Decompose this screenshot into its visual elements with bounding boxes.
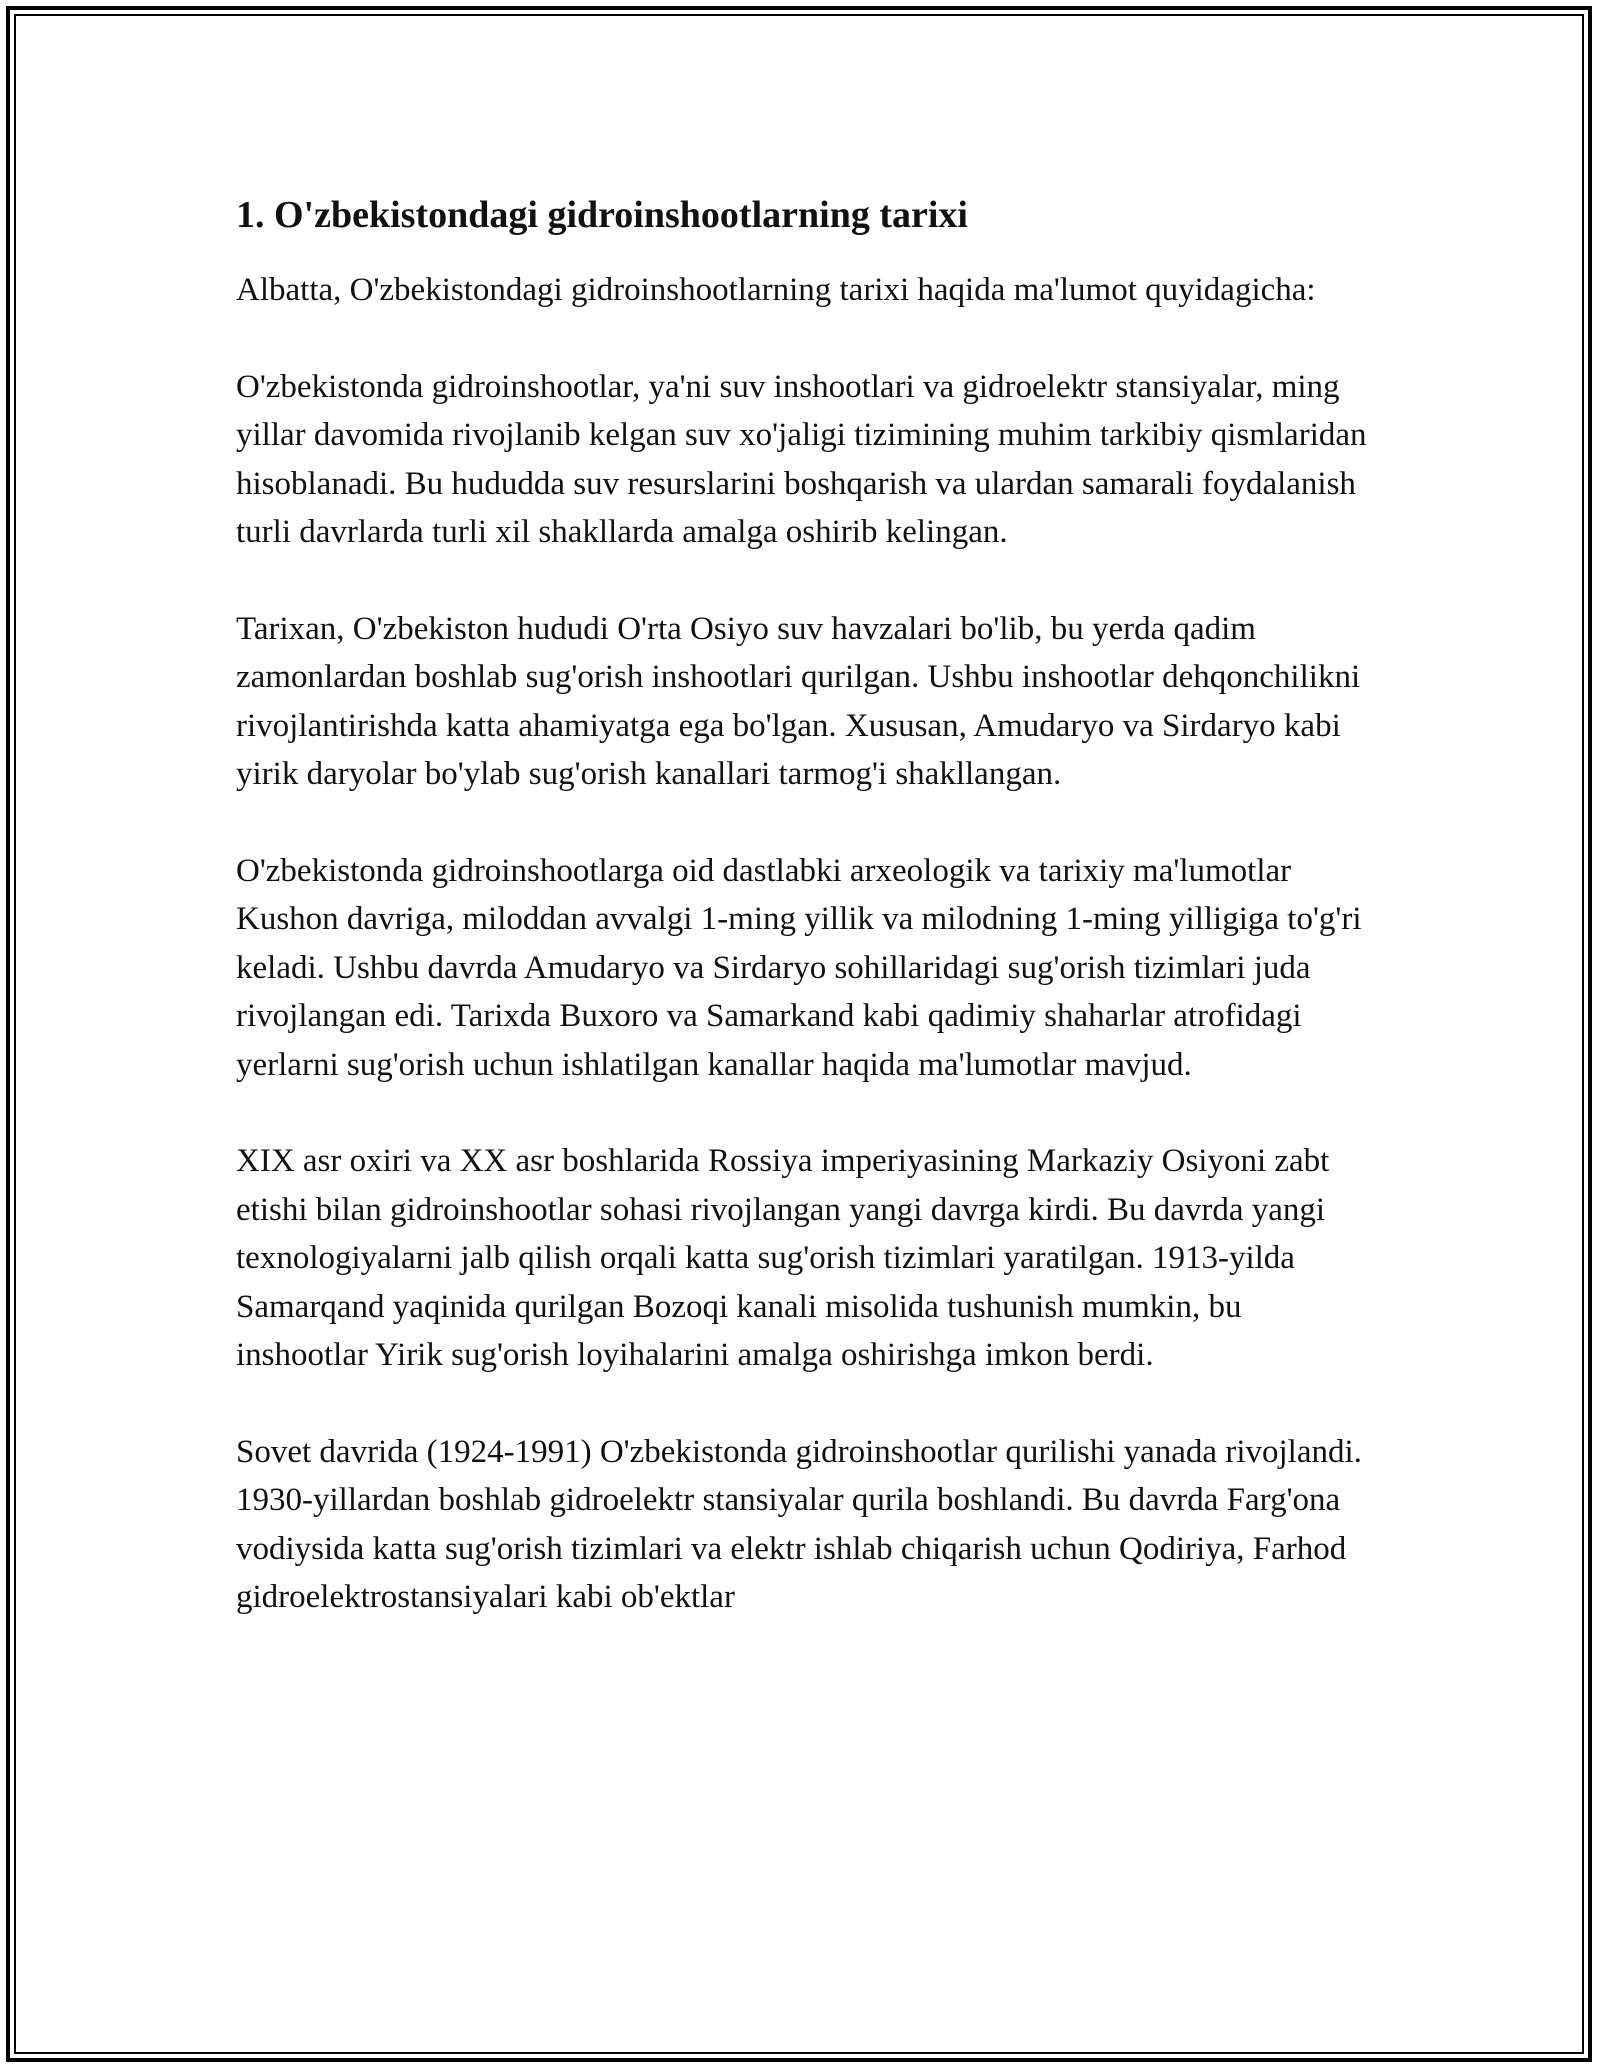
paragraph-russian-empire: XIX asr oxiri va XX asr boshlarida Rossiya imperiyasining Markaziy Osiyoni zabt etishi bilan gidroinshootlar sohasi rivojlangan yangi davrga kirdi. Bu davrda yangi texnologiyalarni jalb qilish orqali katta sug'orish tizimlari yaratilgan. 1913-yilda Samarqand yaqinida qurilgan Bozoqi kanali misolida tushunish mumkin, bu inshootlar Yirik sug'orish loyihalarini amalga oshirishga imkon berdi. — [236, 1143, 1330, 1373]
document-body — [236, 186, 1376, 1670]
paragraph-kushan-period: O'zbekistonda gidroinshootlarga oid dastlabki arxeologik va tarixiy ma'lumotlar Kushon davriga, miloddan avvalgi 1-ming yillik va milodning 1-ming yilligiga to'g'ri keladi. Ushbu davrda Amudaryo va Sirdaryo sohillaridagi sug'orish tizimlari juda rivojlangan edi. Tarixda Buxoro va Samarkand kabi qadimiy shaharlar atrofidagi yerlarni sug'orish uchun ishlatilgan kanallar haqida ma'lumotlar mavjud. — [236, 852, 1362, 1083]
paragraph-ancient-history: Tarixan, O'zbekiston hududi O'rta Osiyo suv havzalari bo'lib, bu yerda qadim zamonlardan boshlab sug'orish inshootlari qurilgan. Ushbu inshootlar dehqonchilikni rivojlantirishda katta ahamiyatga ega bo'lgan. Xususan, Amudaryo va Sirdaryo kabi yirik daryolar bo'ylab sug'orish kanallari tarmog'i shakllangan. — [236, 610, 1361, 792]
section-heading: 1. O'zbekistondagi gidroinshootlarning tarixi — [236, 194, 968, 236]
paragraph-soviet-period: Sovet davrida (1924-1991) O'zbekistonda gidroinshootlar qurilishi yanada rivojlandi. 1930-yillardan boshlab gidroelektr stansiyalar qurila boshlandi. Bu davrda Farg'ona vodiysida katta sug'orish tizimlari va elektr ishlab chiqarish uchun Qodiriya, Farhod gidroelektrostansiyalari kabi ob'ektlar — [236, 1433, 1362, 1615]
paragraph-intro: Albatta, O'zbekistondagi gidroinshootlarning tarixi haqida ma'lumot quyidagicha: — [236, 272, 1316, 308]
paragraph-overview: O'zbekistonda gidroinshootlar, ya'ni suv inshootlari va gidroelektr stansiyalar, ming yillar davomida rivojlanib kelgan suv xo'jaligi tizimining muhim tarkibiy qismlaridan hisoblanadi. Bu hududda suv resurslarini boshqarish va ulardan samarali foydalanish turli davrlarda turli xil shakllarda amalga oshirib kelingan. — [236, 368, 1367, 550]
